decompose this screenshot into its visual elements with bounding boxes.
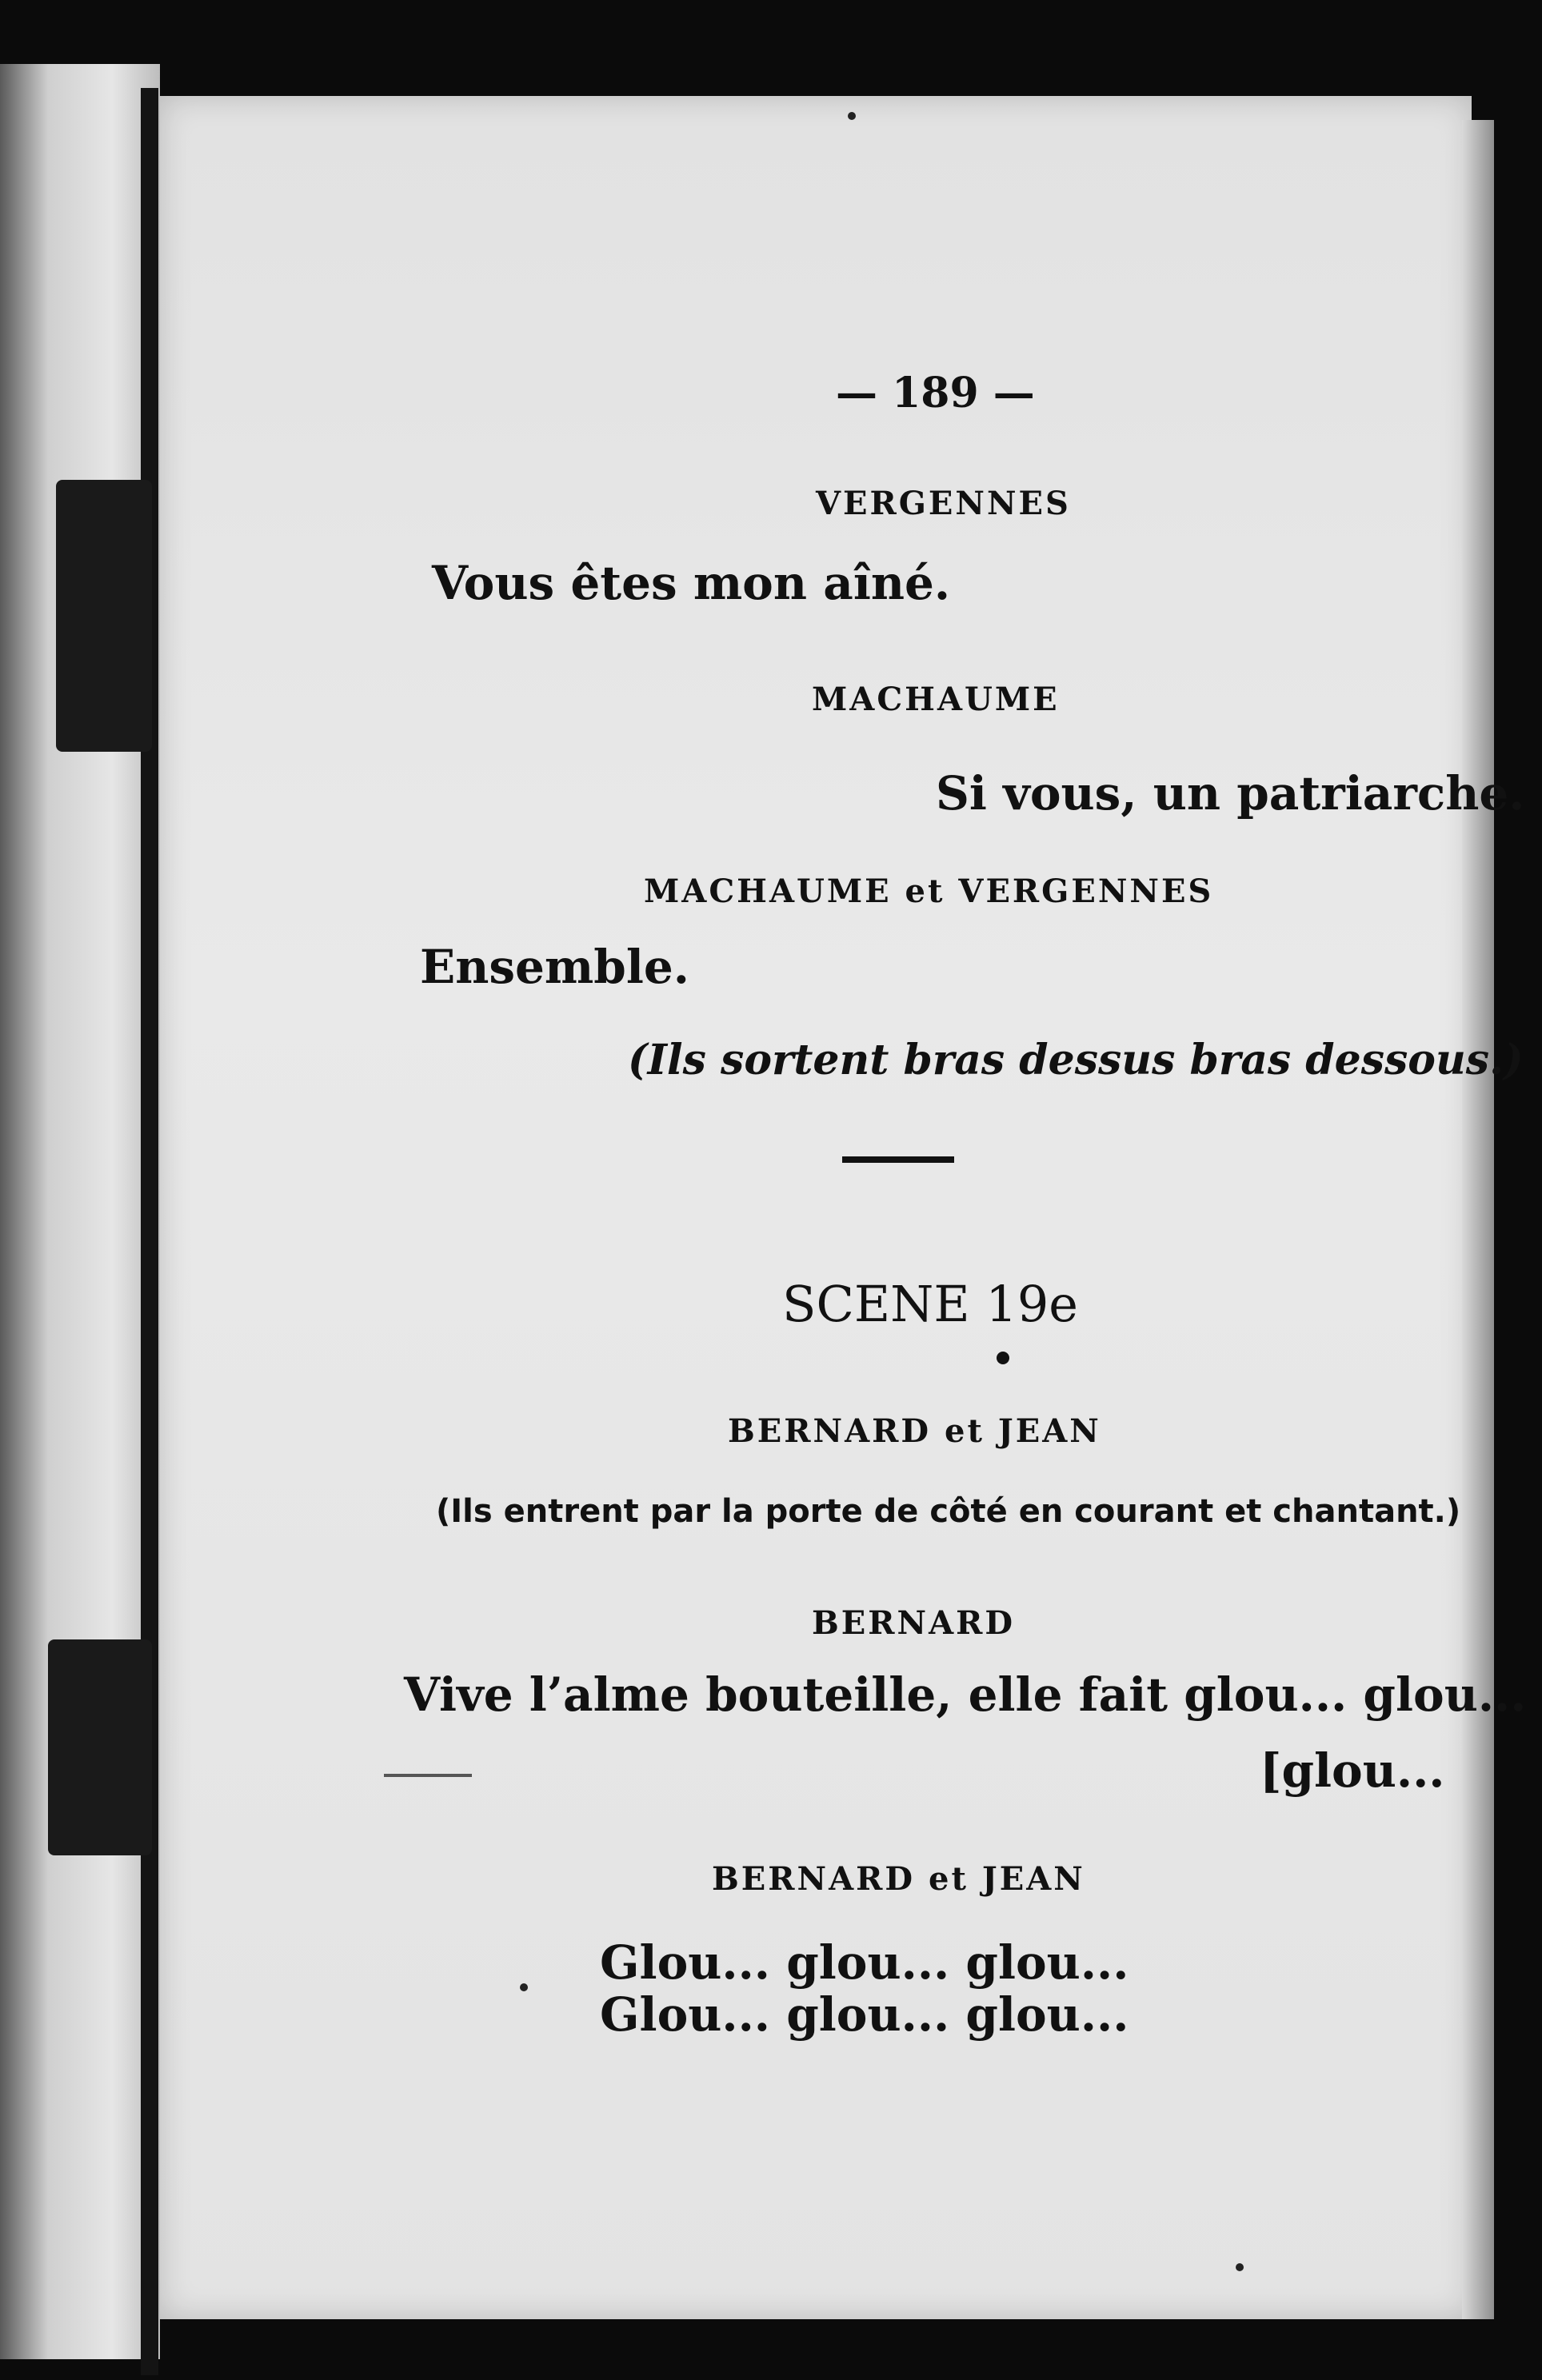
speaker-bernard: BERNARD: [812, 1604, 1016, 1642]
speaker-machaume-vergennes: MACHAUME et VERGENNES: [644, 873, 1214, 910]
print-speck: [1236, 2263, 1244, 2271]
binding-tear: [56, 480, 152, 752]
print-speck: [848, 112, 856, 120]
dialogue-line: Vive l’alme bouteille, elle fait glou... glou...: [404, 1667, 1527, 1722]
stage-direction: (Ils sortent bras dessus bras dessous.): [628, 1036, 1524, 1084]
dialogue-line: Vous êtes mon aîné.: [432, 556, 951, 610]
print-speck: [520, 1983, 528, 1991]
scene-bullet: [997, 1352, 1009, 1364]
song-line: Glou... glou... glou...: [600, 1935, 1129, 1990]
dialogue-line: Si vous, un patriarche.: [936, 766, 1525, 821]
speaker-bernard-jean: BERNARD et JEAN: [712, 1860, 1085, 1898]
speaker-vergennes: VERGENNES: [816, 485, 1071, 522]
continuation-dash: [384, 1774, 472, 1777]
dialogue-line: Ensemble.: [420, 940, 689, 994]
binding-tear: [48, 1639, 152, 1855]
dialogue-continuation: [glou...: [1260, 1743, 1445, 1798]
speaker-machaume: MACHAUME: [812, 681, 1060, 718]
page-number: — 189 —: [836, 369, 1035, 417]
binding-spine-line: [141, 88, 158, 2375]
stage-direction: (Ils entrent par la porte de côté en courant et chantant.): [436, 1493, 1461, 1530]
scene-divider: [842, 1156, 954, 1163]
song-line: Glou... glou... glou...: [600, 1987, 1129, 2042]
page-edge: [1462, 120, 1494, 2319]
scene-title: SCENE 19e: [782, 1275, 1078, 1333]
book-binding: [0, 64, 160, 2359]
speaker-bernard-jean: BERNARD et JEAN: [728, 1412, 1101, 1450]
